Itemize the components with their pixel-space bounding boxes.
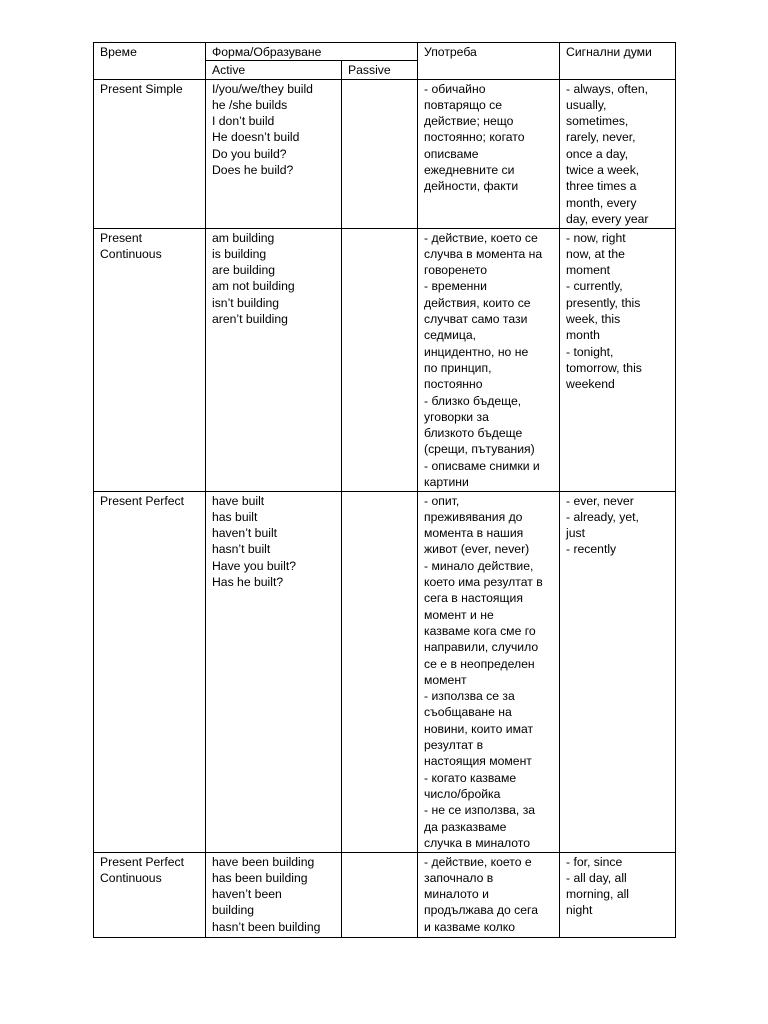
cell-line: hasn’t built [212, 542, 271, 557]
passive-form-cell [342, 228, 418, 491]
cell-line: three times a [566, 179, 637, 194]
cell-line: действия, които се [424, 295, 531, 310]
cell-line: weekend [566, 377, 615, 392]
cell-line: започнало в [424, 870, 494, 885]
cell-line: инцидентно, но не [424, 344, 529, 359]
table-row [94, 491, 676, 852]
cell-line: преживявания до [424, 509, 523, 524]
header-form: Форма/Образуване [206, 43, 418, 61]
tense-cell [94, 852, 206, 937]
cell-line: - не се използва, за [424, 803, 536, 818]
cell-line: седмица, [424, 328, 477, 343]
cell-line: Continuous [100, 246, 162, 261]
cell-line: - когато казваме [424, 770, 517, 785]
cell-line: - действие, което се [424, 230, 538, 245]
header-signal-words: Сигнални думи [560, 43, 676, 80]
passive-form-cell [342, 491, 418, 852]
cell-line: Does he build? [212, 163, 294, 178]
cell-line: постоянно; когато [424, 130, 525, 145]
cell-line: сега в настоящия [424, 591, 523, 606]
signal-words-cell [560, 852, 676, 937]
cell-line: building [212, 903, 255, 918]
cell-line: month, every [566, 195, 637, 210]
table-row [94, 79, 676, 228]
cell-line: описваме [424, 146, 479, 161]
table-row [94, 228, 676, 491]
cell-line: уговорки за [424, 409, 489, 424]
cell-line: живот (ever, never) [424, 542, 530, 557]
cell-line: haven’t been [212, 887, 282, 902]
cell-line: sometimes, [566, 114, 629, 129]
cell-line: момента в нашия [424, 526, 524, 541]
signal-words-cell [560, 79, 676, 228]
active-form-cell [206, 228, 342, 491]
cell-line: - now, right [566, 230, 626, 245]
cell-line: Have you built? [212, 558, 297, 573]
usage-cell [418, 491, 560, 852]
active-form-cell [206, 852, 342, 937]
cell-line: момент и не [424, 607, 494, 622]
cell-line: действие; нещо [424, 114, 514, 129]
cell-line: Has he built? [212, 575, 284, 590]
cell-line: is building [212, 246, 267, 261]
cell-line: резултат в [424, 738, 484, 753]
cell-line: случка в миналото [424, 835, 530, 850]
cell-line: have built [212, 493, 265, 508]
cell-line: се е в неопределен [424, 656, 535, 671]
cell-line: - currently, [566, 279, 623, 294]
cell-line: повтарящо се [424, 97, 502, 112]
active-form-cell [206, 491, 342, 852]
signal-words-cell [560, 228, 676, 491]
cell-line: he /she builds [212, 97, 288, 112]
cell-line: говоренето [424, 263, 487, 278]
cell-line: - always, often, [566, 81, 648, 96]
cell-line: постоянно [424, 377, 483, 392]
cell-line: - all day, all [566, 870, 627, 885]
cell-line: (срещи, пътувания) [424, 442, 535, 457]
usage-cell [418, 79, 560, 228]
cell-line: Continuous [100, 870, 162, 885]
cell-line: moment [566, 263, 611, 278]
grammar-table [93, 42, 676, 938]
cell-line: казваме кога сме го [424, 623, 536, 638]
cell-line: isn’t building [212, 295, 280, 310]
passive-form-cell [342, 79, 418, 228]
cell-line: което има резултат в [424, 575, 543, 590]
cell-line: twice a week, [566, 163, 640, 178]
cell-line: миналото и [424, 887, 489, 902]
cell-line: продължава до сега [424, 903, 539, 918]
cell-line: haven’t built [212, 526, 278, 541]
header-active: Active [206, 61, 342, 79]
cell-line: have been building [212, 854, 315, 869]
cell-line: - описваме снимки и [424, 458, 540, 473]
cell-line: Do you build? [212, 146, 287, 161]
header-passive: Passive [342, 61, 418, 79]
cell-line: новини, които имат [424, 721, 534, 736]
cell-line: число/бройка [424, 786, 501, 801]
cell-line: - recently [566, 542, 617, 557]
cell-line: и казваме колко [424, 919, 516, 934]
cell-line: - близко бъдеще, [424, 393, 522, 408]
header-row [94, 43, 676, 61]
cell-line: usually, [566, 97, 607, 112]
cell-line: - опит, [424, 493, 460, 508]
cell-line: day, every year [566, 211, 649, 226]
cell-line: съобщаване на [424, 705, 512, 720]
table-row [94, 852, 676, 937]
cell-line: - използва се за [424, 689, 515, 704]
cell-line: ежедневните си [424, 163, 515, 178]
cell-line: близкото бъдеще [424, 426, 523, 441]
tense-cell [94, 79, 206, 228]
cell-line: случват само тази [424, 312, 528, 327]
cell-line: - already, yet, [566, 509, 639, 524]
cell-line: presently, this [566, 295, 641, 310]
cell-line: are building [212, 263, 276, 278]
cell-line: - ever, never [566, 493, 634, 508]
cell-line: I don’t build [212, 114, 275, 129]
cell-line: has been building [212, 870, 308, 885]
usage-cell [418, 228, 560, 491]
tense-cell [94, 491, 206, 852]
cell-line: morning, all [566, 887, 630, 902]
header-usage: Употреба [418, 43, 560, 80]
active-form-cell [206, 79, 342, 228]
cell-line: once a day, [566, 146, 629, 161]
cell-line: night [566, 903, 593, 918]
cell-line: случва в момента на [424, 246, 543, 261]
cell-line: just [566, 526, 585, 541]
cell-line: - действие, което е [424, 854, 532, 869]
cell-line: картини [424, 475, 469, 490]
usage-cell [418, 852, 560, 937]
cell-line: am building [212, 230, 275, 245]
cell-line: month [566, 328, 600, 343]
cell-line: aren’t building [212, 312, 288, 327]
cell-line: да разказваме [424, 819, 507, 834]
cell-line: has built [212, 509, 258, 524]
cell-line: направили, случило [424, 640, 539, 655]
tense-cell [94, 228, 206, 491]
cell-line: now, at the [566, 246, 625, 261]
cell-line: момент [424, 672, 467, 687]
cell-line: Present [100, 230, 143, 245]
cell-line: I/you/we/they build [212, 81, 313, 96]
cell-line: tomorrow, this [566, 360, 642, 375]
cell-line: am not building [212, 279, 295, 294]
cell-line: Present Perfect [100, 854, 184, 869]
cell-line: - минало действие, [424, 558, 534, 573]
cell-line: - tonight, [566, 344, 614, 359]
cell-line: - обичайно [424, 81, 486, 96]
cell-line: He doesn’t build [212, 130, 300, 145]
signal-words-cell [560, 491, 676, 852]
cell-line: Present Perfect [100, 493, 184, 508]
cell-line: настоящия момент [424, 754, 532, 769]
header-tense: Време [94, 43, 206, 80]
cell-line: по принцип, [424, 360, 492, 375]
cell-line: Present Simple [100, 81, 183, 96]
cell-line: дейности, факти [424, 179, 519, 194]
cell-line: week, this [566, 312, 621, 327]
cell-line: - for, since [566, 854, 623, 869]
cell-line: - временни [424, 279, 487, 294]
cell-line: rarely, never, [566, 130, 636, 145]
passive-form-cell [342, 852, 418, 937]
cell-line: hasn’t been building [212, 919, 321, 934]
